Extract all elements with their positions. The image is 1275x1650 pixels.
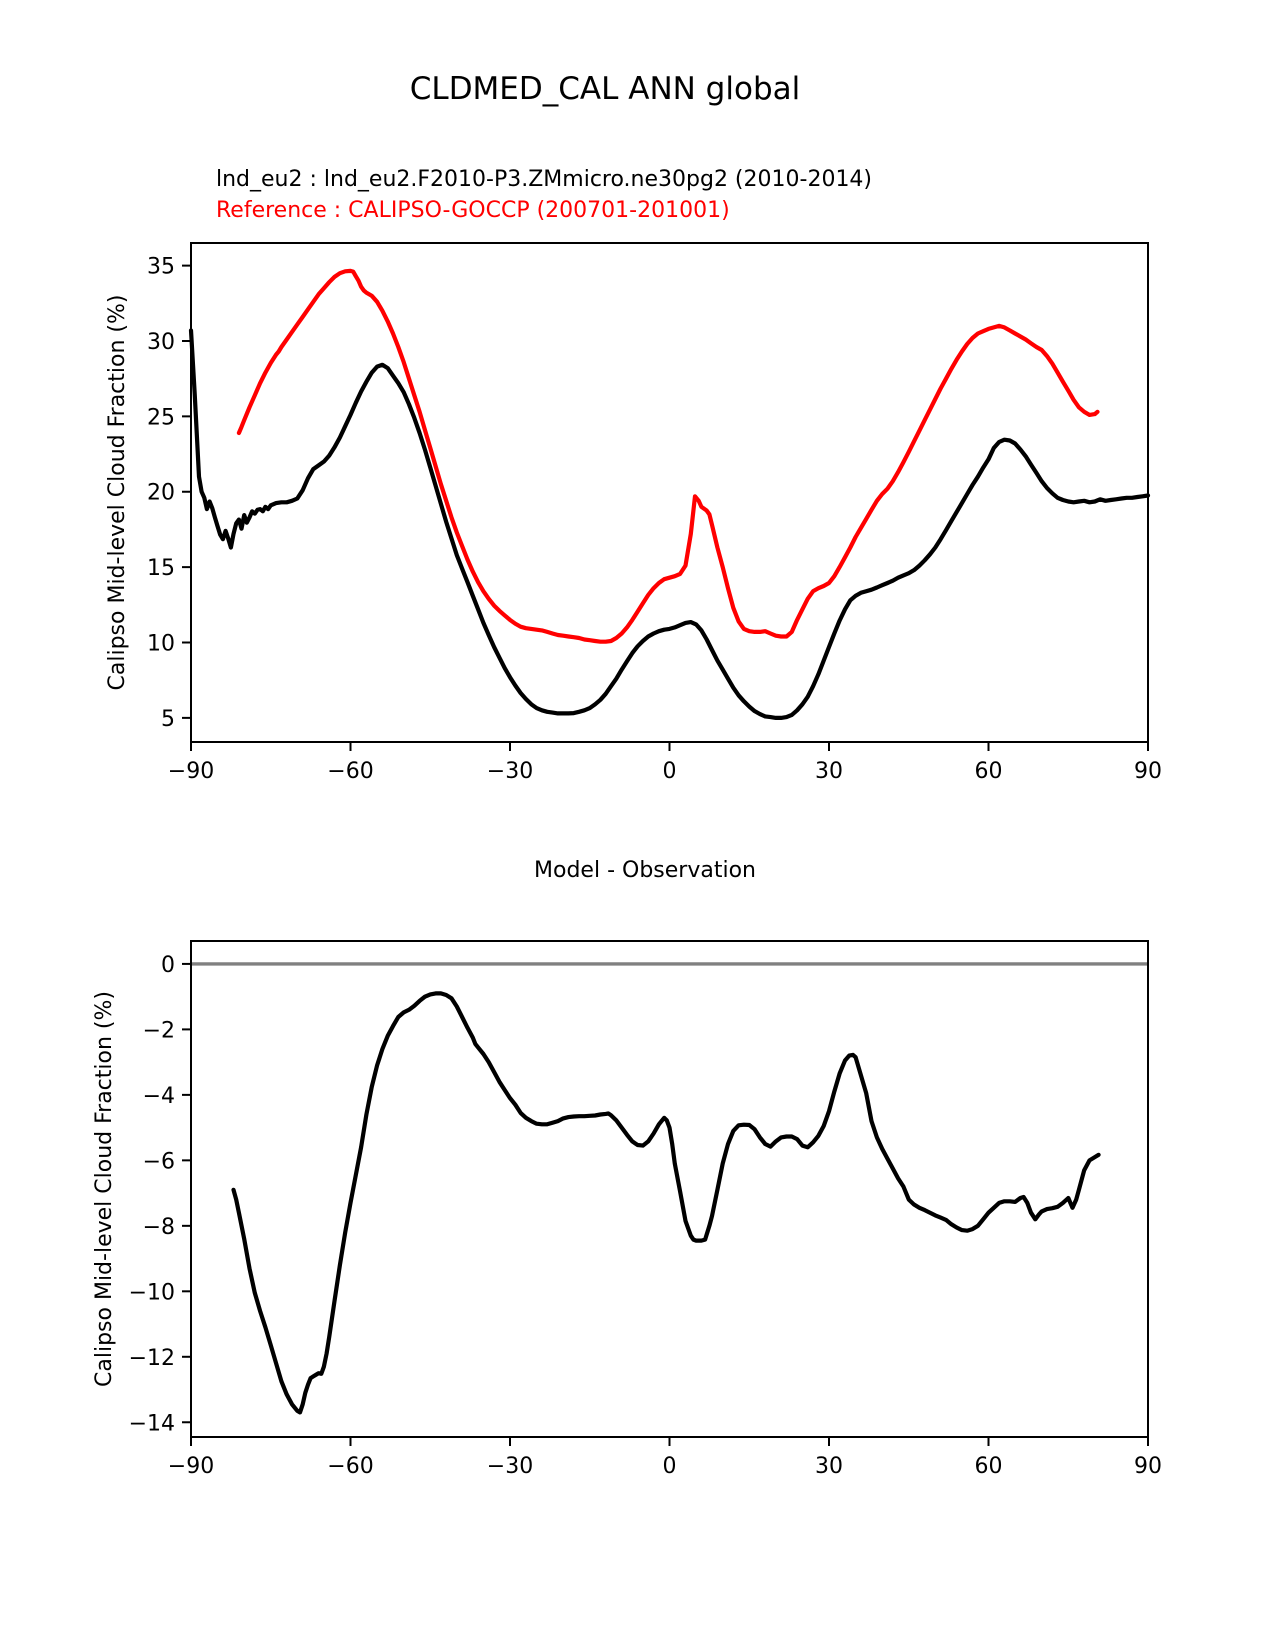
y-tick-label: −2 <box>142 1018 175 1044</box>
x-tick-label: −90 <box>167 1454 215 1479</box>
y-tick-label: −10 <box>128 1280 175 1306</box>
top-chart <box>105 243 1162 784</box>
x-tick-label: 90 <box>1134 1454 1162 1479</box>
y-tick-label: −12 <box>128 1345 175 1371</box>
y-axis-label: Calipso Mid-level Cloud Fraction (%) <box>92 991 117 1387</box>
x-tick-label: −30 <box>486 1454 534 1479</box>
y-tick-label: 0 <box>161 952 175 978</box>
x-tick-label: 90 <box>1134 759 1162 784</box>
x-tick-label: −60 <box>327 759 374 784</box>
subtitle-model: lnd_eu2 : lnd_eu2.F2010-P3.ZMmicro.ne30pg2 (2010-2014) <box>216 167 873 192</box>
bottom-chart <box>92 941 1162 1479</box>
y-tick-label: 15 <box>147 556 175 582</box>
plot-border <box>191 243 1148 742</box>
x-tick-label: 60 <box>974 759 1003 784</box>
x-tick-label: 0 <box>662 759 677 784</box>
reference-line <box>239 271 1098 642</box>
x-tick-label: 0 <box>662 1454 677 1479</box>
y-tick-label: −14 <box>128 1411 175 1437</box>
y-tick-label: −4 <box>142 1083 175 1109</box>
bottom-chart-title: Model - Observation <box>534 858 756 883</box>
x-tick-label: 30 <box>815 1454 843 1479</box>
difference-line <box>234 993 1099 1412</box>
x-tick-label: −30 <box>486 759 534 784</box>
model-line <box>191 330 1148 718</box>
plot-border <box>191 941 1148 1437</box>
y-axis-label: Calipso Mid-level Cloud Fraction (%) <box>105 294 130 691</box>
x-tick-label: −90 <box>167 759 215 784</box>
x-tick-label: 60 <box>974 1454 1003 1479</box>
subtitle-reference: Reference : CALIPSO-GOCCP (200701-201001) <box>216 198 730 223</box>
y-tick-label: 25 <box>147 405 175 431</box>
y-tick-label: 30 <box>147 329 175 355</box>
y-tick-label: 35 <box>147 254 175 280</box>
y-tick-label: 10 <box>147 631 175 657</box>
y-tick-label: 5 <box>161 706 175 732</box>
y-tick-label: −8 <box>142 1214 175 1240</box>
figure-title: CLDMED_CAL ANN global <box>409 71 801 107</box>
y-tick-label: −6 <box>142 1149 175 1175</box>
y-tick-label: 20 <box>147 480 175 506</box>
x-tick-label: −60 <box>327 1454 374 1479</box>
x-tick-label: 30 <box>815 759 843 784</box>
